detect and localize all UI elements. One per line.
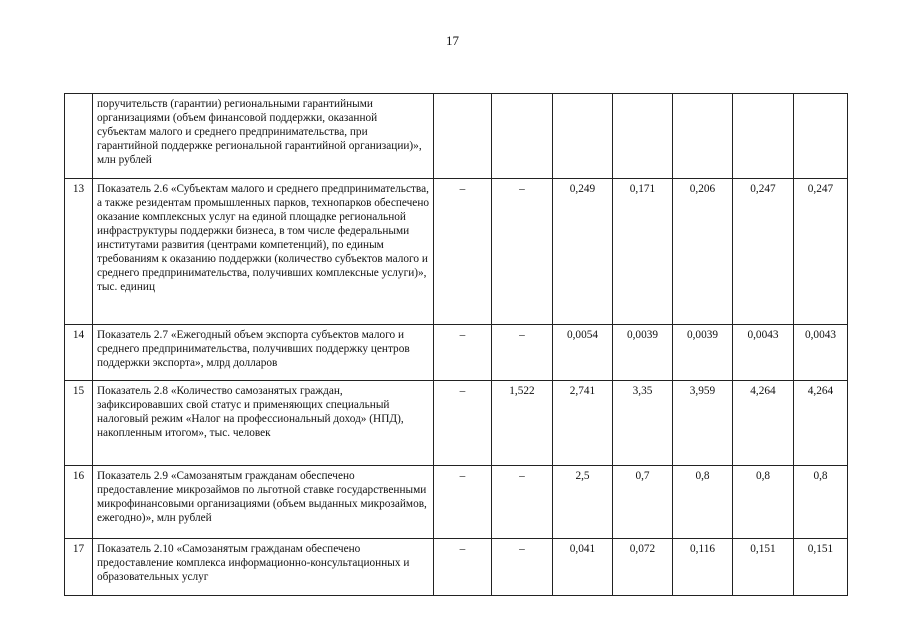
value-cell: – [492, 325, 553, 381]
value-cell: 4,264 [733, 381, 794, 466]
value-cell: – [492, 179, 553, 325]
value-cell: 0,7 [613, 466, 673, 539]
table-row [65, 325, 848, 381]
value-cell [492, 94, 553, 179]
value-cell [553, 94, 613, 179]
value-cell: 0,151 [794, 539, 848, 596]
value-cell [733, 94, 794, 179]
value-cell: – [434, 325, 492, 381]
value-cell: 1,522 [492, 381, 553, 466]
value-cell: – [492, 466, 553, 539]
value-cell: 0,247 [794, 179, 848, 325]
value-cell: 4,264 [794, 381, 848, 466]
table-row [65, 179, 848, 325]
value-cell: – [434, 539, 492, 596]
value-cell [613, 94, 673, 179]
table-row [65, 94, 848, 179]
value-cell [673, 94, 733, 179]
value-cell [434, 94, 492, 179]
value-cell: 0,0043 [794, 325, 848, 381]
indicator-description: поручительств (гарантии) региональными гарантийными организациями (объем финансовой поддержки, оказанной субъектам малого и среднего предпринимательства, при гарантийной поддержке региональной гарантийной организации)», млн рублей [93, 94, 434, 179]
value-cell: 0,151 [733, 539, 794, 596]
indicator-description: Показатель 2.7 «Ежегодный объем экспорта субъектов малого и среднего предпринимательства, получивших поддержку центров поддержки экспорта», млрд долларов [93, 325, 434, 381]
value-cell: 2,5 [553, 466, 613, 539]
value-cell: 0,0054 [553, 325, 613, 381]
value-cell: 0,171 [613, 179, 673, 325]
value-cell: 0,8 [733, 466, 794, 539]
value-cell: 0,8 [794, 466, 848, 539]
value-cell: 0,249 [553, 179, 613, 325]
row-number: 15 [65, 381, 93, 466]
row-number [65, 94, 93, 179]
value-cell: 0,041 [553, 539, 613, 596]
row-number: 17 [65, 539, 93, 596]
value-cell: 0,0039 [613, 325, 673, 381]
page-number: 17 [446, 33, 459, 48]
indicator-description: Показатель 2.10 «Самозанятым гражданам обеспечено предоставление комплекса информационно-консультационных и образовательных услуг [93, 539, 434, 596]
table-body [65, 94, 848, 596]
value-cell: 0,0039 [673, 325, 733, 381]
value-cell: 0,8 [673, 466, 733, 539]
value-cell: – [434, 179, 492, 325]
value-cell [794, 94, 848, 179]
row-number: 16 [65, 466, 93, 539]
table-row [65, 466, 848, 539]
value-cell: 0,116 [673, 539, 733, 596]
indicator-description: Показатель 2.8 «Количество самозанятых граждан, зафиксировавших свой статус и применяющих специальный налоговый режим «Налог на профессиональный доход» (НПД), накопленным итогом», тыс. человек [93, 381, 434, 466]
value-cell: – [434, 381, 492, 466]
value-cell: 3,35 [613, 381, 673, 466]
row-number: 13 [65, 179, 93, 325]
table-row [65, 381, 848, 466]
value-cell: 0,072 [613, 539, 673, 596]
value-cell: 3,959 [673, 381, 733, 466]
value-cell: 2,741 [553, 381, 613, 466]
indicators-table [64, 93, 848, 596]
row-number: 14 [65, 325, 93, 381]
value-cell: – [492, 539, 553, 596]
value-cell: 0,0043 [733, 325, 794, 381]
value-cell: – [434, 466, 492, 539]
indicator-description: Показатель 2.9 «Самозанятым гражданам обеспечено предоставление микрозаймов по льготной ставке государственными микрофинансовыми организациями (объем выданных микрозаймов, ежегодно)», млн рублей [93, 466, 434, 539]
indicator-description: Показатель 2.6 «Субъектам малого и среднего предпринимательства, а также резидентам промышленных парков, технопарков обеспечено оказание комплексных услуг на единой площадке региональной инфраструктуры поддержки бизнеса, в том числе федеральными институтами развития (центрами компетенций), по единым требованиям к оказанию поддержки (количество субъектов малого и среднего предпринимательства, получивших комплексные услуги)», тыс. единиц [93, 179, 434, 325]
value-cell: 0,247 [733, 179, 794, 325]
table-row [65, 539, 848, 596]
value-cell: 0,206 [673, 179, 733, 325]
